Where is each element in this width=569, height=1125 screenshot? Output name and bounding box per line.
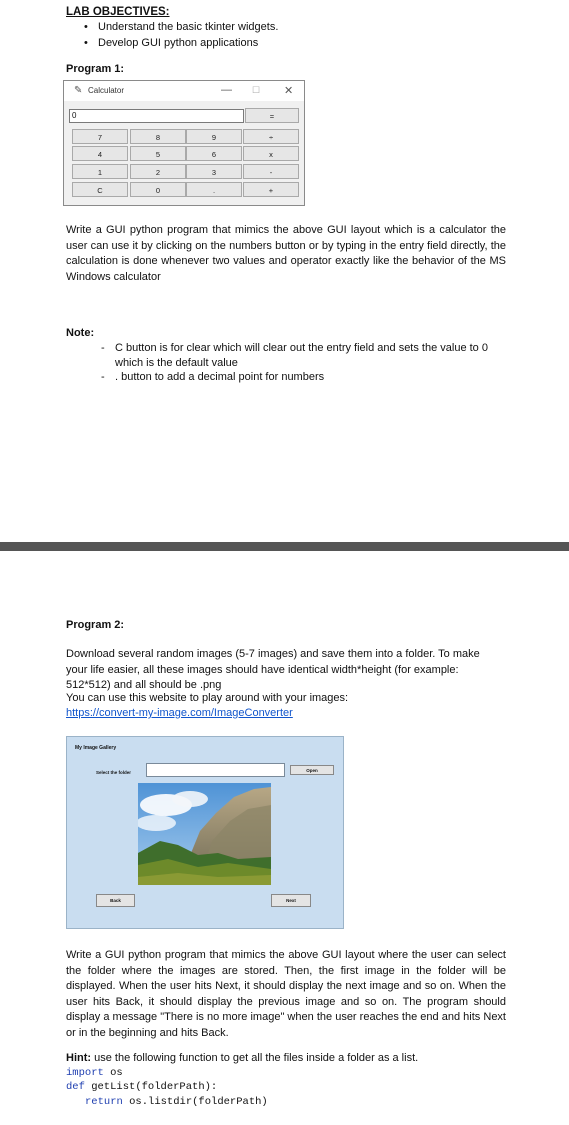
calculator-window	[63, 80, 305, 206]
code-text: os	[103, 1067, 123, 1079]
code-keyword: def	[66, 1081, 85, 1093]
maximize-icon[interactable]: ☐	[252, 85, 261, 95]
close-icon[interactable]: ✕	[284, 85, 294, 97]
program1-description: Write a GUI python program that mimics the above GUI layout which is a calculator the user can use it by clicking on the numbers button or by typing in the entry field directly, the calculation is done whenever two values and operator exactly like the behavior of the MS Windows calculator	[66, 224, 506, 283]
program2-paragraph: Download several random images (5-7 images) and save them into a folder. To make your life easier, all these images should have identical width*height (for example: 512*512) and all should be .png	[66, 648, 480, 692]
calc-button-5[interactable]: 5	[130, 146, 186, 161]
calc-button-3[interactable]: 3	[186, 164, 242, 179]
open-button[interactable]: Open	[290, 765, 334, 775]
program2-description: Write a GUI python program that mimics the above GUI layout where the user can select the folder where the images are stored. Then, the first image in the folder will be displayed. When the user hits Next, it should display the next image and so on. When the user hits Back, it should display the previous image and so on. The program should display a message "There is no more image" when the user reaches the end and hits Next or in the beginning and hits Back.	[66, 949, 506, 1039]
page-divider	[0, 542, 569, 551]
note-list	[101, 341, 511, 385]
calc-button-divide[interactable]: ÷	[243, 129, 299, 144]
calculator-entry[interactable]: 0	[69, 109, 244, 123]
minimize-icon[interactable]: —	[221, 84, 232, 96]
back-button[interactable]: Back	[96, 894, 135, 907]
calc-button-clear[interactable]: C	[72, 182, 128, 197]
code-keyword: import	[66, 1067, 104, 1079]
next-button[interactable]: Next	[271, 894, 311, 907]
equals-button[interactable]: =	[245, 108, 299, 123]
feather-icon: ✎	[74, 85, 83, 96]
code-text: os.listdir(folderPath)	[122, 1096, 268, 1108]
program1-heading: Program 1:	[66, 63, 125, 75]
calc-button-multiply[interactable]: x	[243, 146, 299, 161]
gallery-title: My Image Gallery	[75, 745, 117, 751]
calc-button-7[interactable]: 7	[72, 129, 128, 144]
note-item: - . button to add a decimal point for numbers	[101, 370, 511, 385]
calc-button-decimal[interactable]: .	[186, 182, 242, 197]
select-folder-label: Select the folder	[96, 770, 132, 775]
program2-website-text: You can use this website to play around with your images:	[66, 692, 349, 704]
calc-button-1[interactable]: 1	[72, 164, 128, 179]
folder-path-input[interactable]	[146, 763, 285, 777]
landscape-image	[138, 783, 271, 885]
calc-button-6[interactable]: 6	[186, 146, 242, 161]
code-text: getList(folderPath):	[84, 1081, 218, 1093]
image-converter-link[interactable]: https://convert-my-image.com/ImageConverter	[66, 707, 293, 719]
calc-button-4[interactable]: 4	[72, 146, 128, 161]
hint-label: Hint:	[66, 1052, 92, 1064]
program2-heading: Program 2:	[66, 619, 125, 631]
calc-button-plus[interactable]: +	[243, 182, 299, 197]
code-line-2	[66, 1081, 217, 1094]
calculator-titlebar	[64, 81, 304, 101]
calc-button-8[interactable]: 8	[130, 129, 186, 144]
calc-button-2[interactable]: 2	[130, 164, 186, 179]
hint-line	[66, 1051, 418, 1066]
calc-button-9[interactable]: 9	[186, 129, 242, 144]
objective-item: • Develop GUI python applications	[84, 35, 278, 51]
code-line-3	[85, 1096, 268, 1109]
objective-item: • Understand the basic tkinter widgets.	[84, 19, 278, 35]
code-line-1	[66, 1067, 123, 1080]
calc-button-0[interactable]: 0	[130, 182, 186, 197]
hint-text: use the following function to get all the files inside a folder as a list.	[91, 1052, 419, 1064]
calculator-title: Calculator	[88, 86, 125, 95]
calc-button-minus[interactable]: -	[243, 164, 299, 179]
objectives-heading: LAB OBJECTIVES:	[66, 6, 170, 18]
objectives-list	[84, 19, 278, 51]
note-item: - C button is for clear which will clear out the entry field and sets the value to 0 which is the default value	[101, 341, 511, 370]
note-heading: Note:	[66, 327, 95, 339]
gallery-window	[66, 736, 344, 929]
code-keyword: return	[85, 1096, 123, 1108]
